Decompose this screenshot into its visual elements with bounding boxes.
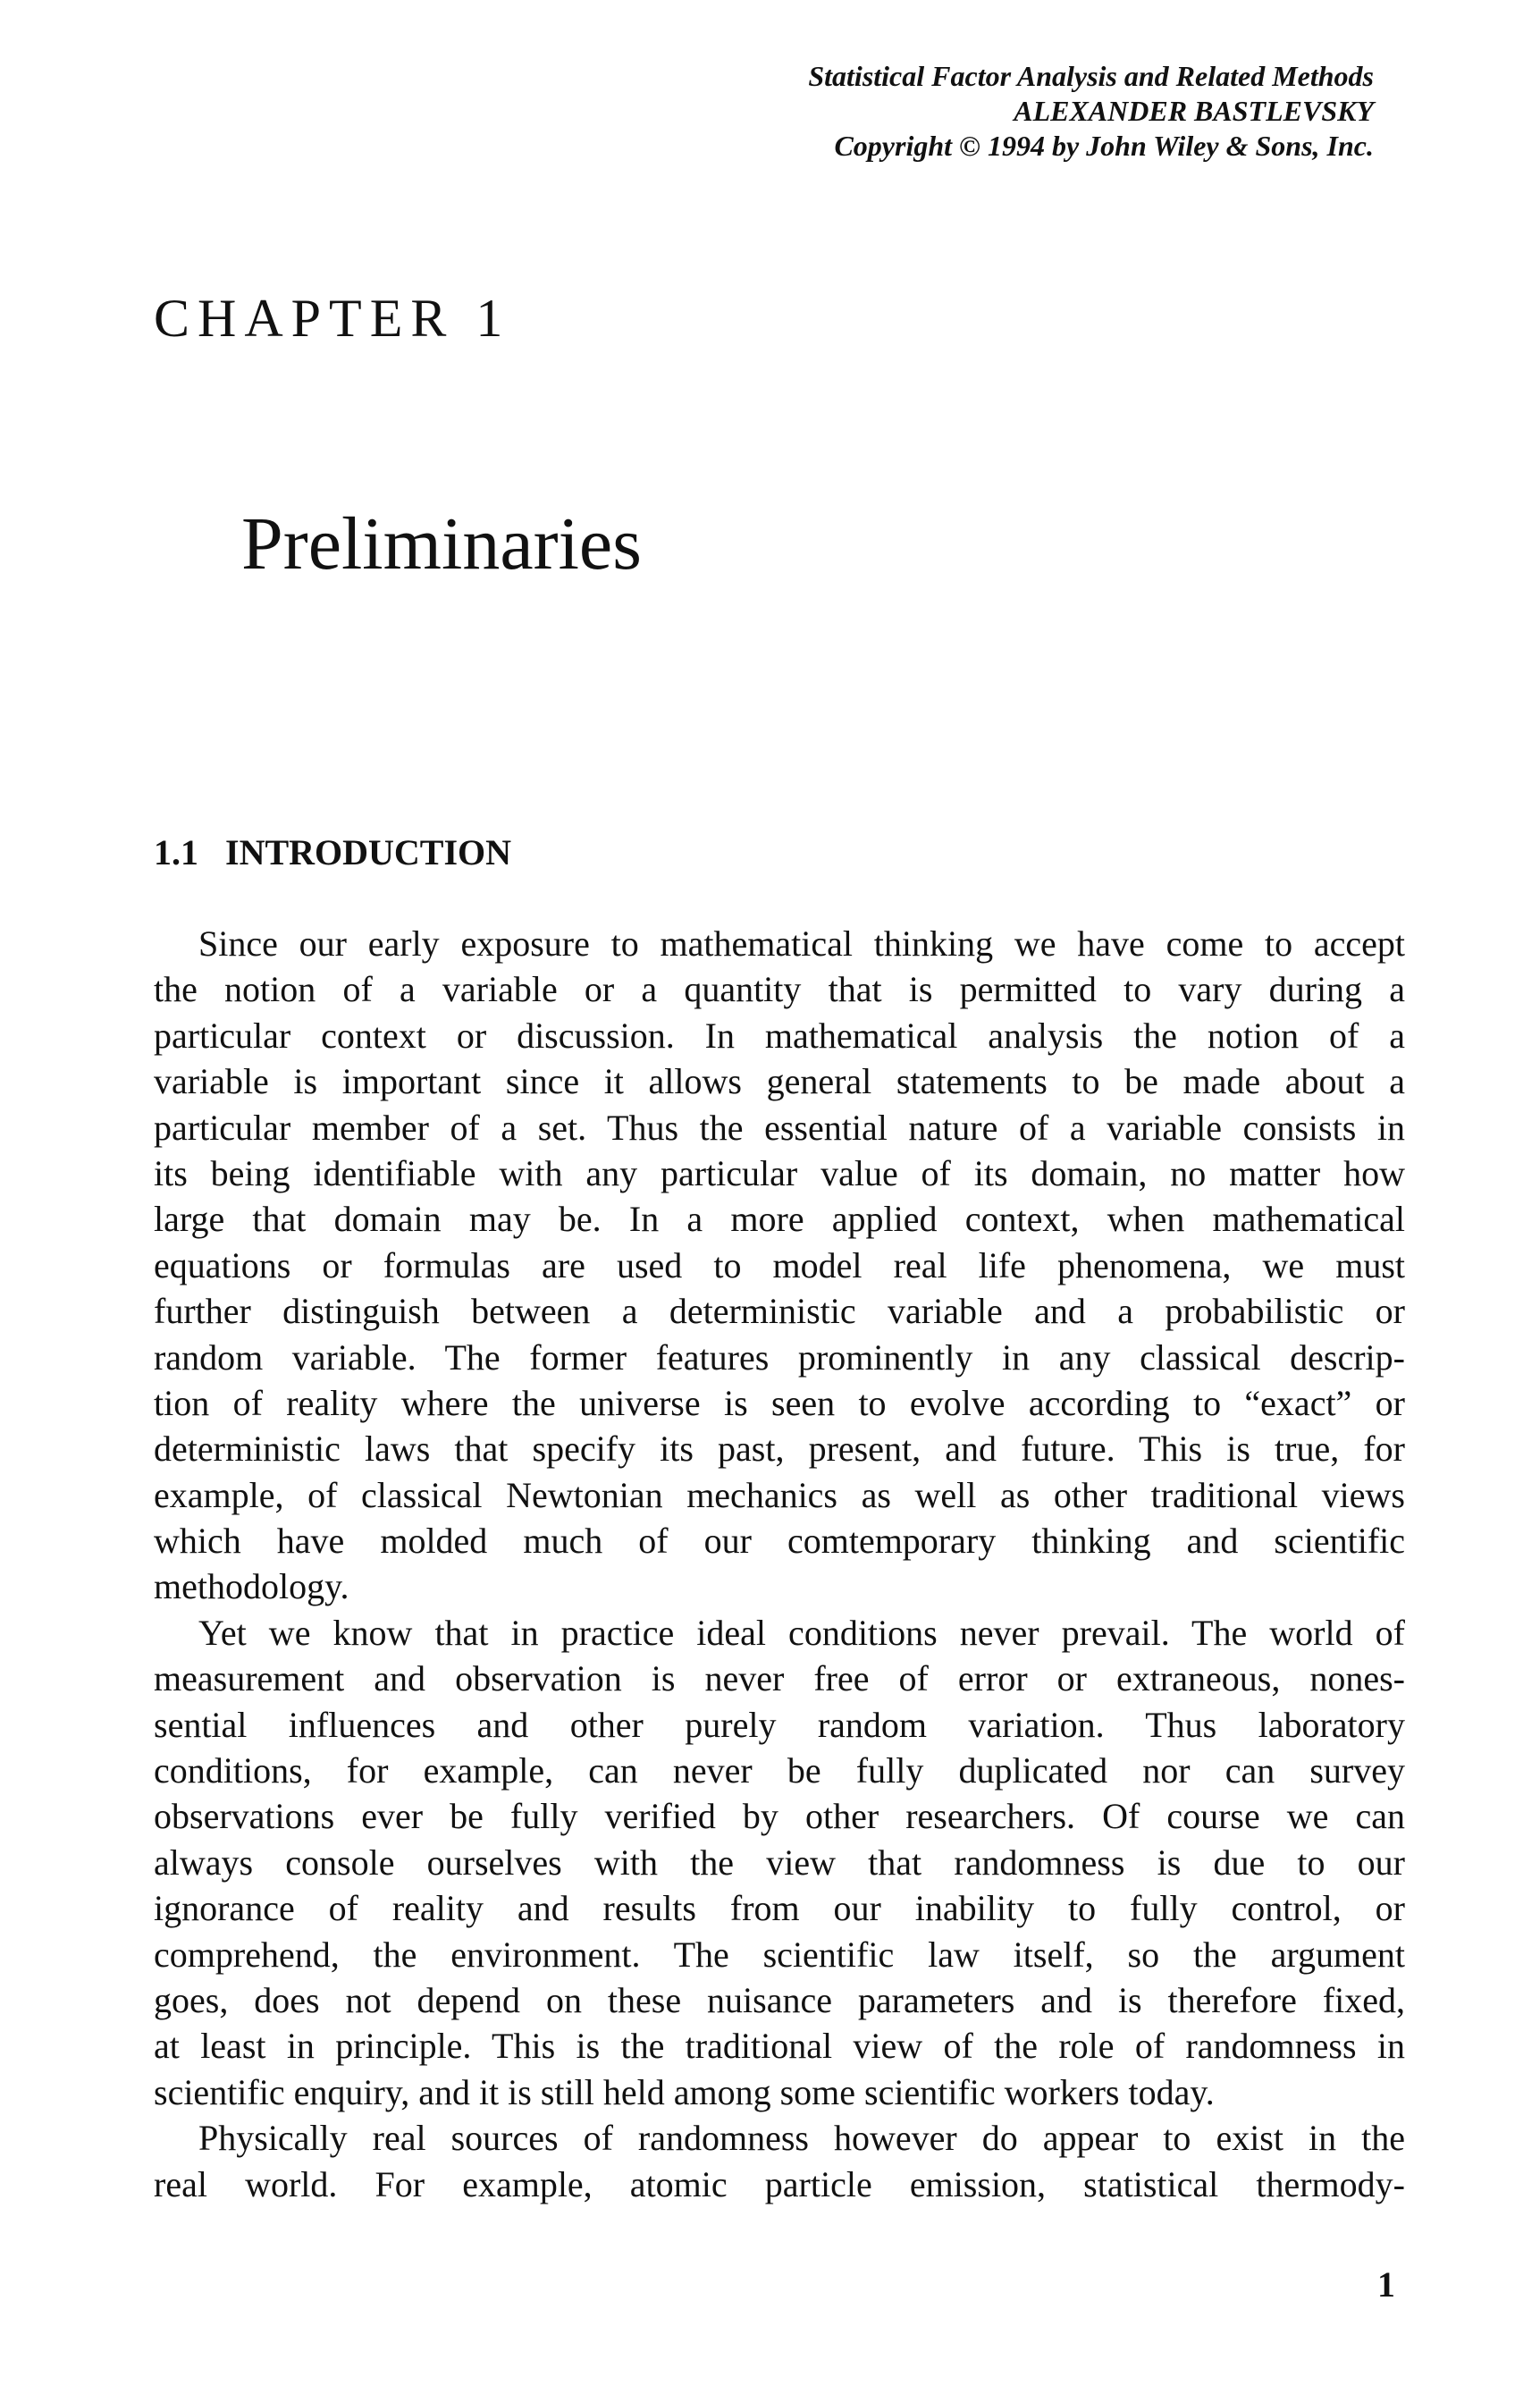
- chapter-label: CHAPTER 1: [154, 289, 511, 348]
- text-line: large that domain may be. In a more applied context, when mathematical: [154, 1199, 1405, 1240]
- text-line: Yet we know that in practice ideal conditions never prevail. The world of: [198, 1612, 1405, 1653]
- running-header: [808, 59, 1374, 164]
- text-line: random variable. The former features prominently in any classical descrip-: [154, 1336, 1405, 1378]
- section-heading: [154, 831, 511, 873]
- text-line: further distinguish between a deterministic variable and a probabilistic or: [154, 1291, 1405, 1332]
- text-line: goes, does not depend on these nuisance parameters and is therefore fixed,: [154, 1979, 1405, 2020]
- copyright-notice: Copyright © 1994 by John Wiley & Sons, Inc.: [834, 130, 1374, 162]
- chapter-title: Preliminaries: [241, 502, 642, 586]
- text-line: ignorance of reality and results from our inability to fully control, or: [154, 1888, 1405, 1929]
- author-name: ALEXANDER BASTLEVSKY: [1014, 95, 1374, 127]
- page-number: 1: [1377, 2264, 1395, 2305]
- text-line: scientific enquiry, and it is still held among some scientific workers today.: [154, 2071, 1215, 2112]
- section-number: 1.1: [154, 832, 198, 872]
- text-line: methodology.: [154, 1566, 349, 1607]
- text-line: example, of classical Newtonian mechanics as well as other traditional views: [154, 1474, 1405, 1515]
- body-text: [154, 921, 1405, 2207]
- text-line: particular context or discussion. In mathematical analysis the notion of a: [154, 1015, 1405, 1056]
- paragraph: [154, 921, 1405, 1610]
- text-line: measurement and observation is never free of error or extraneous, nones-: [154, 1658, 1405, 1699]
- paragraph: [154, 2115, 1405, 2207]
- text-line: Since our early exposure to mathematical thinking we have come to accept: [198, 923, 1405, 964]
- text-line: always console ourselves with the view that randomness is due to our: [154, 1842, 1405, 1883]
- text-line: variable is important since it allows general statements to be made about a: [154, 1061, 1405, 1102]
- paragraph: [154, 1610, 1405, 2115]
- text-line: conditions, for example, can never be fully duplicated nor can survey: [154, 1750, 1405, 1791]
- text-line: real world. For example, atomic particle emission, statistical thermody-: [154, 2163, 1405, 2204]
- text-line: its being identifiable with any particular value of its domain, no matter how: [154, 1152, 1405, 1193]
- text-line: deterministic laws that specify its past, present, and future. This is true, for: [154, 1429, 1405, 1470]
- text-line: comprehend, the environment. The scientific law itself, so the argument: [154, 1934, 1405, 1975]
- text-line: Physically real sources of randomness however do appear to exist in the: [198, 2118, 1405, 2159]
- text-line: sential influences and other purely random variation. Thus laboratory: [154, 1704, 1405, 1745]
- text-line: tion of reality where the universe is seen to evolve according to “exact” or: [154, 1382, 1405, 1423]
- book-title: Statistical Factor Analysis and Related Methods: [808, 60, 1374, 92]
- text-line: at least in principle. This is the traditional view of the role of randomness in: [154, 2026, 1405, 2067]
- text-line: particular member of a set. Thus the essential nature of a variable consists in: [154, 1107, 1405, 1148]
- text-line: the notion of a variable or a quantity that is permitted to vary during a: [154, 969, 1405, 1010]
- section-title: INTRODUCTION: [225, 832, 512, 872]
- text-line: observations ever be fully verified by other researchers. Of course we can: [154, 1796, 1405, 1837]
- text-line: equations or formulas are used to model real life phenomena, we must: [154, 1244, 1405, 1285]
- text-line: which have molded much of our comtemporary thinking and scientific: [154, 1521, 1405, 1562]
